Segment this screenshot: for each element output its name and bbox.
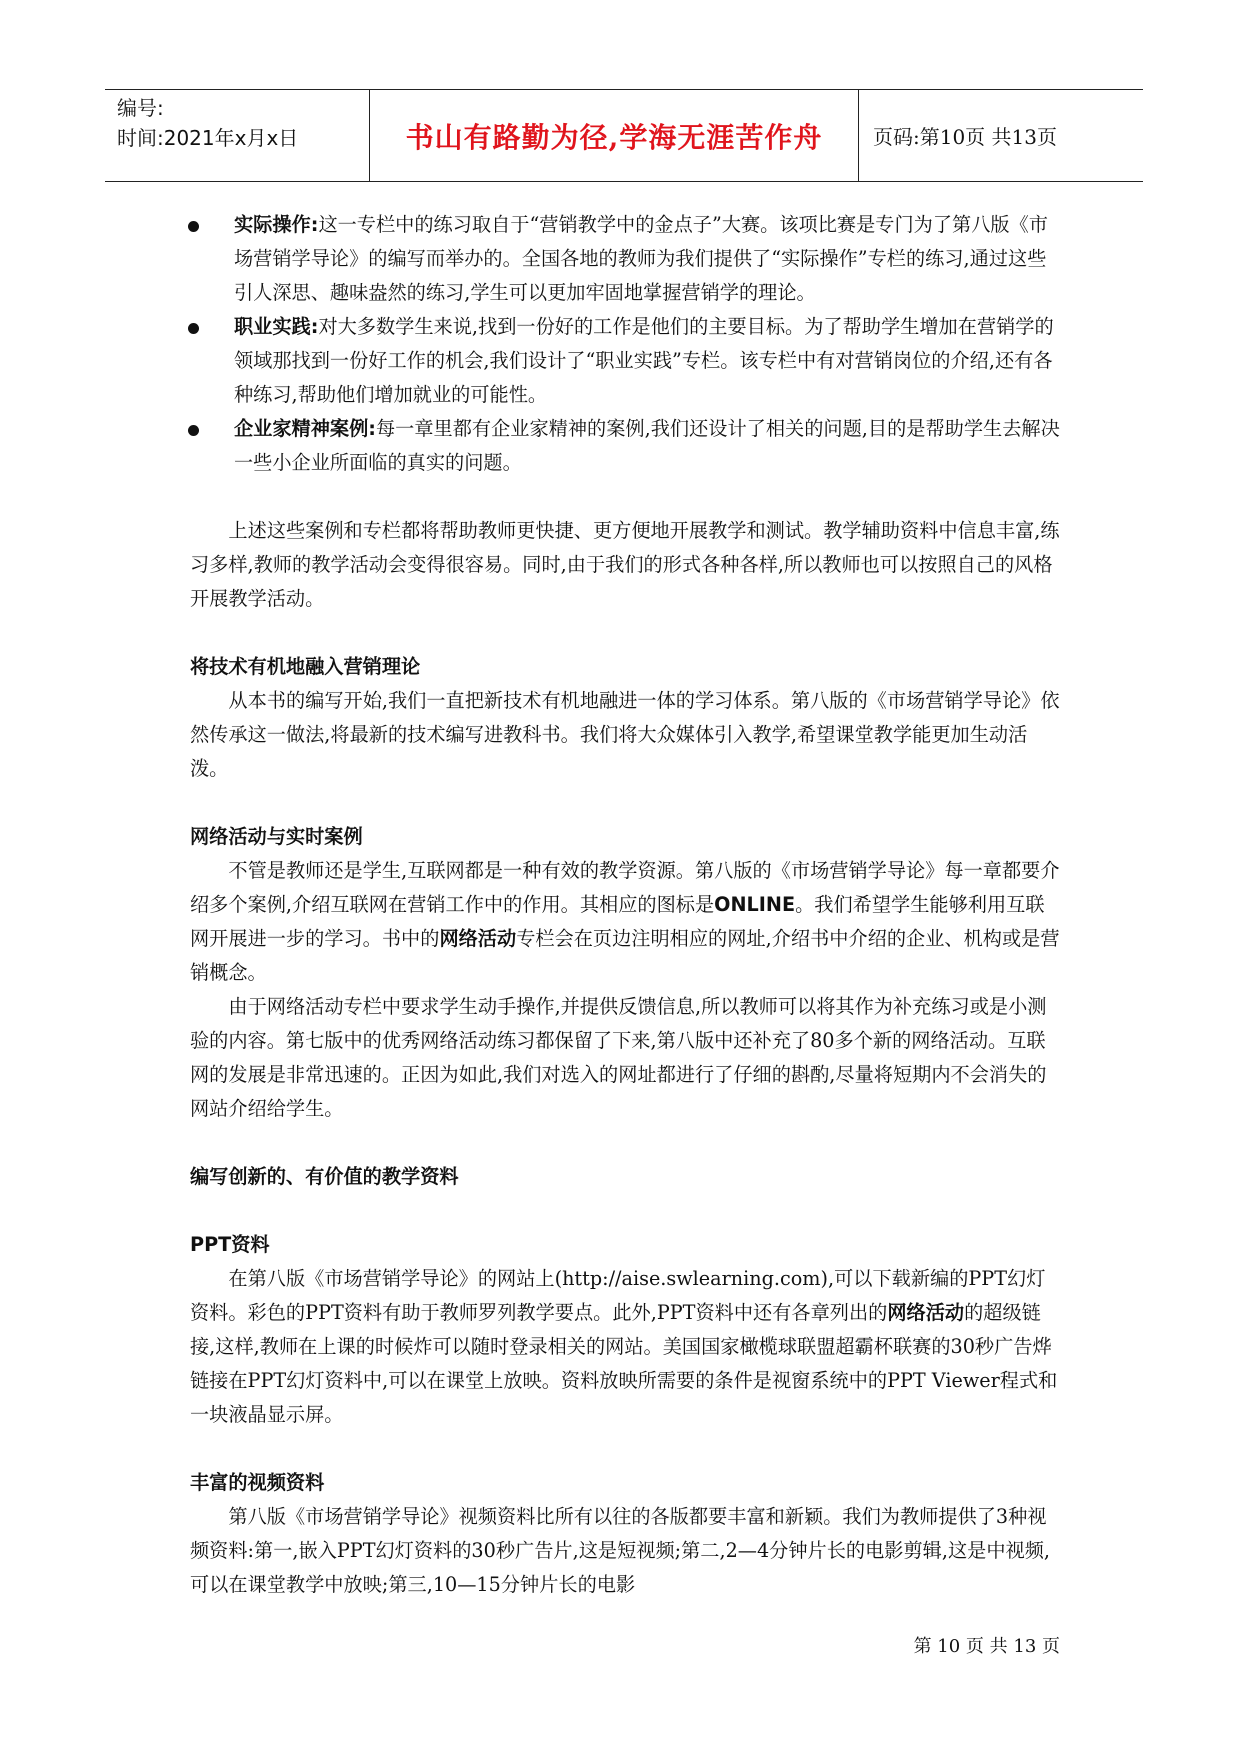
header-left-cell [117,93,298,153]
text-span: 不管是教师还是学生,互联网都是一种有效的教学资源。第八版的《市场营销学导论》每一章都要介绍多个案例,介绍互联网在营销工作中的作用。其相应的图标是 [190,859,1060,916]
section-heading-online: 网络活动与实时案例 [190,825,363,848]
bullet-icon [188,323,199,334]
header-divider [369,90,370,181]
online-activity-term: 网络活动 [887,1301,965,1324]
section-heading-materials: 编写创新的、有价值的教学资料 [190,1165,459,1188]
online-icon-label: ONLINE [714,893,796,916]
header-motto: 书山有路勤为径,学海无涯苦作舟 [405,120,823,154]
bullet-icon [188,221,199,232]
time-label: 时间:2021年x月x日 [117,126,299,150]
text-span: 。我们希望学生能够利用互联网开展进一步的学习。书中的 [190,893,1045,950]
text-span: 在第八版《市场营销学导论》的网站上(http://aise.swlearning.com),可以下载新编的PPT幻灯资料。彩色的PPT资料有助于教师罗列教学要点。此外,PPT资料中还有各章列出的 [190,1267,1046,1324]
section-paragraph-online-1 [190,854,1060,990]
section-paragraph-video: 第八版《市场营销学导论》视频资料比所有以往的各版都要丰富和新颖。我们为教师提供了3种视频资料:第一,嵌入PPT幻灯资料的30秒广告片,这是短视频;第二,2—4分钟片长的电影剪辑,这是中视频,可以在课堂教学中放映;第三,10—15分钟片长的电影 [190,1505,1050,1596]
list-item [190,412,1060,480]
section-paragraph-tech: 从本书的编写开始,我们一直把新技术有机地融进一体的学习体系。第八版的《市场营销学导论》依然传承这一做法,将最新的技术编写进教科书。我们将大众媒体引入教学,希望课堂教学能更加生动活泼。 [190,689,1060,780]
header-table [105,89,1143,182]
section-paragraph-online-2: 由于网络活动专栏中要求学生动手操作,并提供反馈信息,所以教师可以将其作为补充练习或是小测验的内容。第七版中的优秀网络活动练习都保留了下来,第八版中还补充了80多个新的网络活动。互联网的发展是非常迅速的。正因为如此,我们对选入的网址都进行了仔细的斟酌,尽量将短期内不会消失的网站介绍给学生。 [190,995,1047,1120]
number-label: 编号: [117,96,164,120]
online-activity-term: 网络活动 [439,927,517,950]
bullet-icon [188,425,199,436]
bullet-term: 实际操作: [234,213,319,236]
header-page-label: 页码:第10页 共13页 [873,125,1057,149]
section-heading-ppt: PPT资料 [190,1233,270,1256]
header-divider [858,90,859,181]
feature-list [190,208,1060,480]
bullet-term: 职业实践: [234,315,319,338]
text-span: 专栏会在页边注明相应的网址,介绍书中介绍的企业、机构或是营销概念。 [190,927,1060,984]
list-item [190,310,1060,412]
text-span: 的超级链接,这样,教师在上课的时候炸可以随时登录相关的网站。美国国家橄榄球联盟超霸杯联赛的30秒广告烨链接在PPT幻灯资料中,可以在课堂上放映。资料放映所需要的条件是视窗系统中的PPT Viewer程式和一块液晶显示屏。 [190,1301,1058,1426]
section-heading-video: 丰富的视频资料 [190,1471,325,1494]
document-body [190,208,1060,1602]
section-heading-tech: 将技术有机地融入营销理论 [190,655,421,678]
page-footer: 第 10 页 共 13 页 [913,1636,1060,1657]
list-item [190,208,1060,310]
bullet-text: 对大多数学生来说,找到一份好的工作是他们的主要目标。为了帮助学生增加在营销学的领域那找到一份好工作的机会,我们设计了“职业实践”专栏。该专栏中有对营销岗位的介绍,还有各种练习,帮助他们增加就业的可能性。 [234,315,1054,406]
section-paragraph-ppt [190,1262,1060,1432]
bullet-text: 这一专栏中的练习取自于“营销教学中的金点子”大赛。该项比赛是专门为了第八版《市场营销学导论》的编写而举办的。全国各地的教师为我们提供了“实际操作”专栏的练习,通过这些引人深思、趣味盎然的练习,学生可以更加牢固地掌握营销学的理论。 [234,213,1048,304]
summary-paragraph: 上述这些案例和专栏都将帮助教师更快捷、更方便地开展教学和测试。教学辅助资料中信息丰富,练习多样,教师的教学活动会变得很容易。同时,由于我们的形式各种各样,所以教师也可以按照自己的风格开展教学活动。 [190,519,1060,610]
bullet-text: 每一章里都有企业家精神的案例,我们还设计了相关的问题,目的是帮助学生去解决一些小企业所面临的真实的问题。 [234,417,1060,474]
bullet-term: 企业家精神案例: [234,417,376,440]
